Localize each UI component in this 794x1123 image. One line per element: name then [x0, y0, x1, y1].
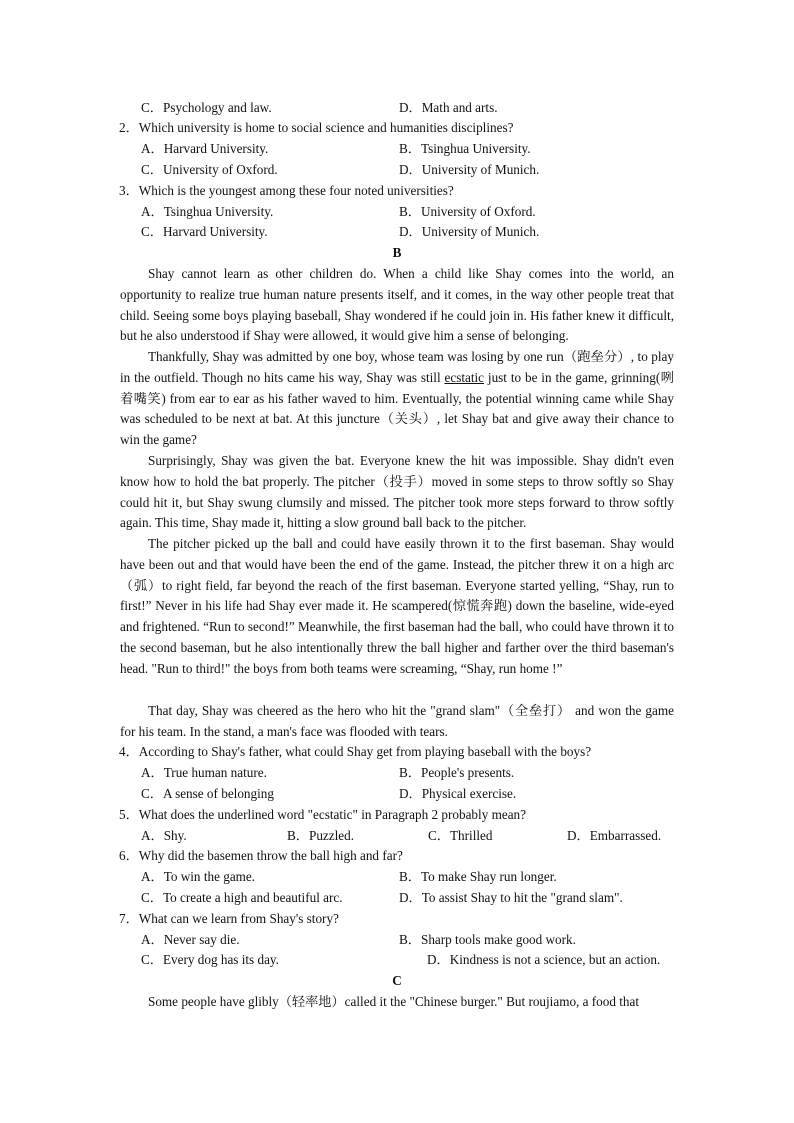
q7-option-c: C．Every dog has its day. [141, 952, 279, 967]
q3-option-c: C．Harvard University. [141, 224, 268, 239]
q2-option-b: B．Tsinghua University. [399, 141, 531, 156]
q7-stem: 7．What can we learn from Shay's story? [119, 911, 339, 926]
section-b-paragraph-2 [120, 347, 674, 451]
section-b-paragraph-1: Shay cannot learn as other children do. When a child like Shay comes into the world, an opportunity to realize true human nature presents itself, and it comes, in the way other people treat that child. Seeing some boys playing baseball, Shay wondered if he could join in. His father knew it difficult, but he also understood if Shay were allowed, it would give him a sense of belonging. [120, 266, 674, 344]
q4-stem: 4．According to Shay's father, what could Shay get from playing baseball with the boys? [119, 744, 592, 759]
q5-stem: 5．What does the underlined word "ecstatic" in Paragraph 2 probably mean? [119, 807, 526, 822]
q3-stem: 3．Which is the youngest among these four noted universities? [119, 183, 454, 198]
q6-option-d: D．To assist Shay to hit the "grand slam". [399, 890, 623, 905]
p2-text-before: Thankfully, Shay was admitted by one boy, whose team was losing by one run（跑垒分）, to play in the outfield. Though no hits came his way, Shay was still [120, 349, 674, 385]
q1-option-c: C．Psychology and law. [141, 100, 272, 115]
q7-option-a: A．Never say die. [141, 932, 240, 947]
q4-option-a: A．True human nature. [141, 765, 267, 780]
q6-option-a: A．To win the game. [141, 869, 256, 884]
q2-option-a: A．Harvard University. [141, 141, 269, 156]
q7-option-b: B．Sharp tools make good work. [399, 932, 576, 947]
section-b-heading: B [392, 245, 402, 260]
p2-text-after: just to be in the game, grinning(咧着嘴笑) from ear to ear as his father waved to him. Eventually, the potential winning came while Shay was scheduled to be next at bat. At this juncture（关头）, let Shay bat and give away their chance to win the game? [120, 369, 674, 448]
q5-option-d: D．Embarrassed. [567, 828, 662, 843]
q6-stem: 6．Why did the basemen throw the ball high and far? [119, 848, 403, 863]
q2-option-d: D．University of Munich. [399, 162, 540, 177]
q4-option-d: D．Physical exercise. [399, 786, 517, 801]
q1-option-d: D．Math and arts. [399, 100, 498, 115]
q4-option-b: B．People's presents. [399, 765, 515, 780]
q2-option-c: C．University of Oxford. [141, 162, 278, 177]
q2-stem: 2．Which university is home to social science and humanities disciplines? [119, 120, 514, 135]
section-c-paragraph-1: Some people have glibly（轻率地）called it the "Chinese burger." But roujiamo, a food that [148, 994, 640, 1009]
underlined-word-ecstatic: ecstatic [444, 369, 485, 385]
q3-option-b: B．University of Oxford. [399, 204, 536, 219]
section-b-paragraph-3: Surprisingly, Shay was given the bat. Everyone knew the hit was impossible. Shay didn't even know how to hold the bat properly. The pitcher（投手）moved in some steps to throw softly so Shay could hit it, but Shay swung clumsily and missed. The pitcher took more steps forward to throw softly again. This time, Shay made it, hitting a slow ground ball back to the pitcher. [120, 453, 674, 531]
section-c-heading: C [392, 973, 402, 988]
q5-option-c: C．Thrilled [428, 828, 493, 843]
section-b-paragraph-4: The pitcher picked up the ball and could have easily thrown it to the first baseman. Shay would have been out and that would have been the end of the game. Instead, the pitcher threw it on a high arc（弧）to right field, far beyond the reach of the first baseman. Everyone started yelling, “Shay, run to first!” Never in his life had Shay ever made it. He scampered(惊慌奔跑) down the baseline, wide-eyed and frightened. “Run to second!” Meanwhile, the first baseman had the ball, who could have thrown it to the second baseman, but he also intentionally threw the ball higher and farther over the third baseman's head. "Run to third!" the boys from both teams were screaming, “Shay, run home !” [120, 536, 674, 676]
section-b-paragraph-5: That day, Shay was cheered as the hero who hit the "grand slam"（全垒打） and won the game for his team. In the stand, a man's face was flooded with tears. [120, 703, 674, 739]
q6-option-c: C．To create a high and beautiful arc. [141, 890, 343, 905]
q3-option-d: D．University of Munich. [399, 224, 540, 239]
q5-option-a: A．Shy. [141, 828, 187, 843]
q3-option-a: A．Tsinghua University. [141, 204, 274, 219]
q5-option-b: B．Puzzled. [287, 828, 355, 843]
q7-option-d: D．Kindness is not a science, but an action. [427, 952, 661, 967]
q4-option-c: C．A sense of belonging [141, 786, 274, 801]
q6-option-b: B．To make Shay run longer. [399, 869, 557, 884]
